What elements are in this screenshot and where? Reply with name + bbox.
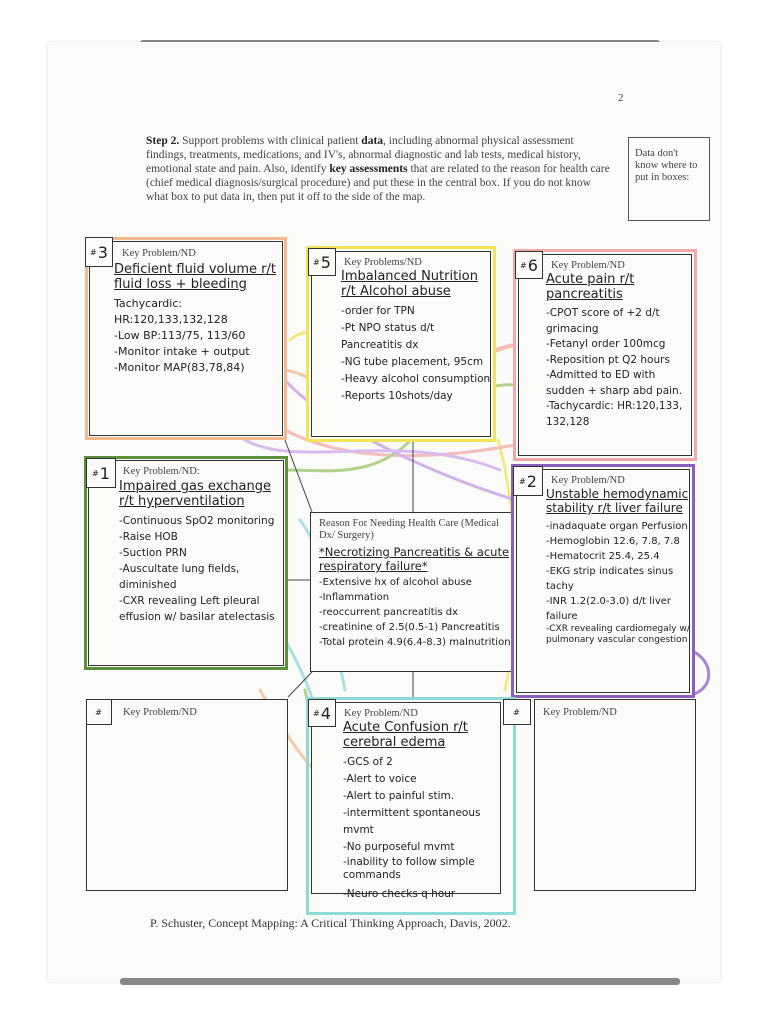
problem-data-item: -Reposition pt Q2 hours [546,353,670,366]
box-label: Key Problem/ND [344,708,418,719]
problem-data-item: -EKG strip indicates sinus tachy [546,566,674,592]
problem-data-item: -Suction PRN [119,547,187,559]
problem-number: 6 [527,255,538,275]
problem-data-item: -GCS of 2 [343,756,393,768]
problem-data-item: -Tachycardic: HR:120,133, 132,128 [546,400,683,428]
problem-data-item: Tachycardic: HR:120,133,132,128 [114,297,228,326]
problem-data-item: -Auscultate lung fields, diminished [119,563,240,591]
problem-data-item: -inadaquate organ Perfusion [546,521,688,532]
problem-number: 4 [320,703,331,723]
step-text-c: that are related to the reason for health care (chief medical diagnosis/surgical procedure) and put these in the central box. If you do not know what box to put data in, then put it off to the side of the map. [146,163,610,203]
problem-data-item: -Hemoglobin 12.6, 7.8, 7.8 [546,536,680,547]
problem-data-item: -CXR revealing Left pleural effusion w/ basilar atelectasis [119,595,275,623]
problem-title: Unstable hemodynamic stability r/t liver failure [546,487,689,515]
problem-title: Acute pain r/t pancreatitis [546,272,635,302]
problem-data-item: -Alert to painful stim. [343,790,455,802]
problem-number-tab: # 1 [86,458,116,488]
problem-number: 5 [320,252,331,272]
reason-for-health-care-box [310,512,516,672]
key-problem-box-1 [84,456,288,670]
problem-data-item: -inability to follow simple commands [343,856,475,881]
problem-data-item: -Alert to voice [343,773,417,785]
problem-data-item: -Heavy alcohol consumption [341,373,491,385]
problem-data-item: -NG tube placement, 95cm [341,356,484,368]
key-assessment-item: -Extensive hx of alcohol abuse [319,577,472,588]
key-problem-box-empty-right [513,699,696,891]
problem-number: 3 [97,242,108,262]
problem-data-item: -Admitted to ED with sudden + sharp abd pain. [546,369,683,397]
citation-footer: P. Schuster, Concept Mapping: A Critical Thinking Approach, Davis, 2002. [150,916,511,930]
step-bold-data: data [361,135,384,147]
problem-title: Deficient fluid volume r/t fluid loss + bleeding [114,262,276,292]
problem-data-item: -Monitor MAP(83,78,84) [114,361,245,374]
problem-data-item: -Neuro checks q hour [343,888,456,900]
step-bold-key: key assessments [329,163,408,175]
problem-number-tab: # 5 [308,248,336,276]
box-label: Key Problem/ND [551,260,625,271]
problem-title: Impaired gas exchange r/t hyperventilation [119,479,271,509]
box-label: Key Problem/ND: [123,466,200,477]
unsorted-data-box: Data don't know where to put in boxes: [628,137,710,221]
box-label: Key Problems/ND [344,257,422,268]
key-problem-box-empty-left [86,699,288,891]
key-problem-box-3 [85,237,287,440]
problem-data-item: -INR 1.2(2.0-3.0) d/t liver failure [546,596,672,622]
problem-data-item: -order for TPN [341,305,415,317]
problem-number-tab: # 4 [308,699,336,727]
key-assessment-item: -Total protein 4.9(6.4-8.3) malnutrition [319,637,511,648]
problem-data-item: -Monitor intake + output [114,345,250,358]
problem-data-item: -No purposeful mvmt [343,841,455,853]
problem-data-item: -Low BP:113/75, 113/60 [114,329,246,342]
problem-number-tab: # 2 [513,466,543,496]
problem-data-item: -intermittent spontaneous mvmt [343,807,481,836]
problem-number: 1 [99,463,110,483]
problem-number-tab: # 6 [515,251,543,279]
problem-number-tab: # [503,699,531,725]
problem-data-item: -CPOT score of +2 d/t grimacing [546,307,660,335]
step-instructions [146,134,616,204]
problem-data-item: -Pt NPO status d/t Pancreatitis dx [341,322,435,351]
problem-data-item: -Hematocrit 25.4, 25.4 [546,551,660,562]
box-label: Key Problem/ND [551,475,625,486]
key-problem-box-6 [513,249,697,461]
key-problem-box-4 [306,697,516,915]
box-label: Key Problem/ND [543,707,617,718]
problem-data-item: -Raise HOB [119,531,178,543]
key-assessment-item: -creatinine of 2.5(0.5-1) Pancreatitis [319,622,500,633]
problem-title: Acute Confusion r/t cerebral edema [343,720,468,750]
step-text-b: , including abnormal physical assessment findings, treatments, medications, and IV's, abnormal diagnostic and lab tests, medical history, emotional state and pain. Also, identify [146,135,581,175]
key-assessment-item: -reoccurrent pancreatitis dx [319,607,459,618]
problem-data-item: -Fetanyl order 100mcg [546,338,666,350]
key-problem-box-5 [306,246,496,442]
problem-data-item: -Reports 10shots/day [341,390,453,402]
key-assessment-item: -Inflammation [319,592,390,603]
key-problem-box-2 [511,464,695,698]
page-number: 2 [618,92,624,104]
medical-diagnosis: *Necrotizing Pancreatitis & acute respiratory failure* [319,545,510,573]
step-heading: Step 2. [146,135,180,147]
box-label: Key Problem/ND [123,707,197,718]
box-label: Key Problem/ND [122,248,196,259]
problem-number-tab: # 3 [85,237,113,267]
problem-data-item: -Continuous SpO2 monitoring [119,515,275,527]
problem-number-tab: # [86,699,112,725]
step-text-a: Support problems with clinical patient [179,135,362,147]
problem-data-item: -CXR revealing cardiomegaly w/ pulmonary vascular congestion [546,624,690,645]
problem-number: 2 [526,471,537,491]
box-label: Reason For Needing Health Care (Medical Dx/ Surgery) [319,518,499,541]
problem-title: Imbalanced Nutrition r/t Alcohol abuse [341,269,478,299]
